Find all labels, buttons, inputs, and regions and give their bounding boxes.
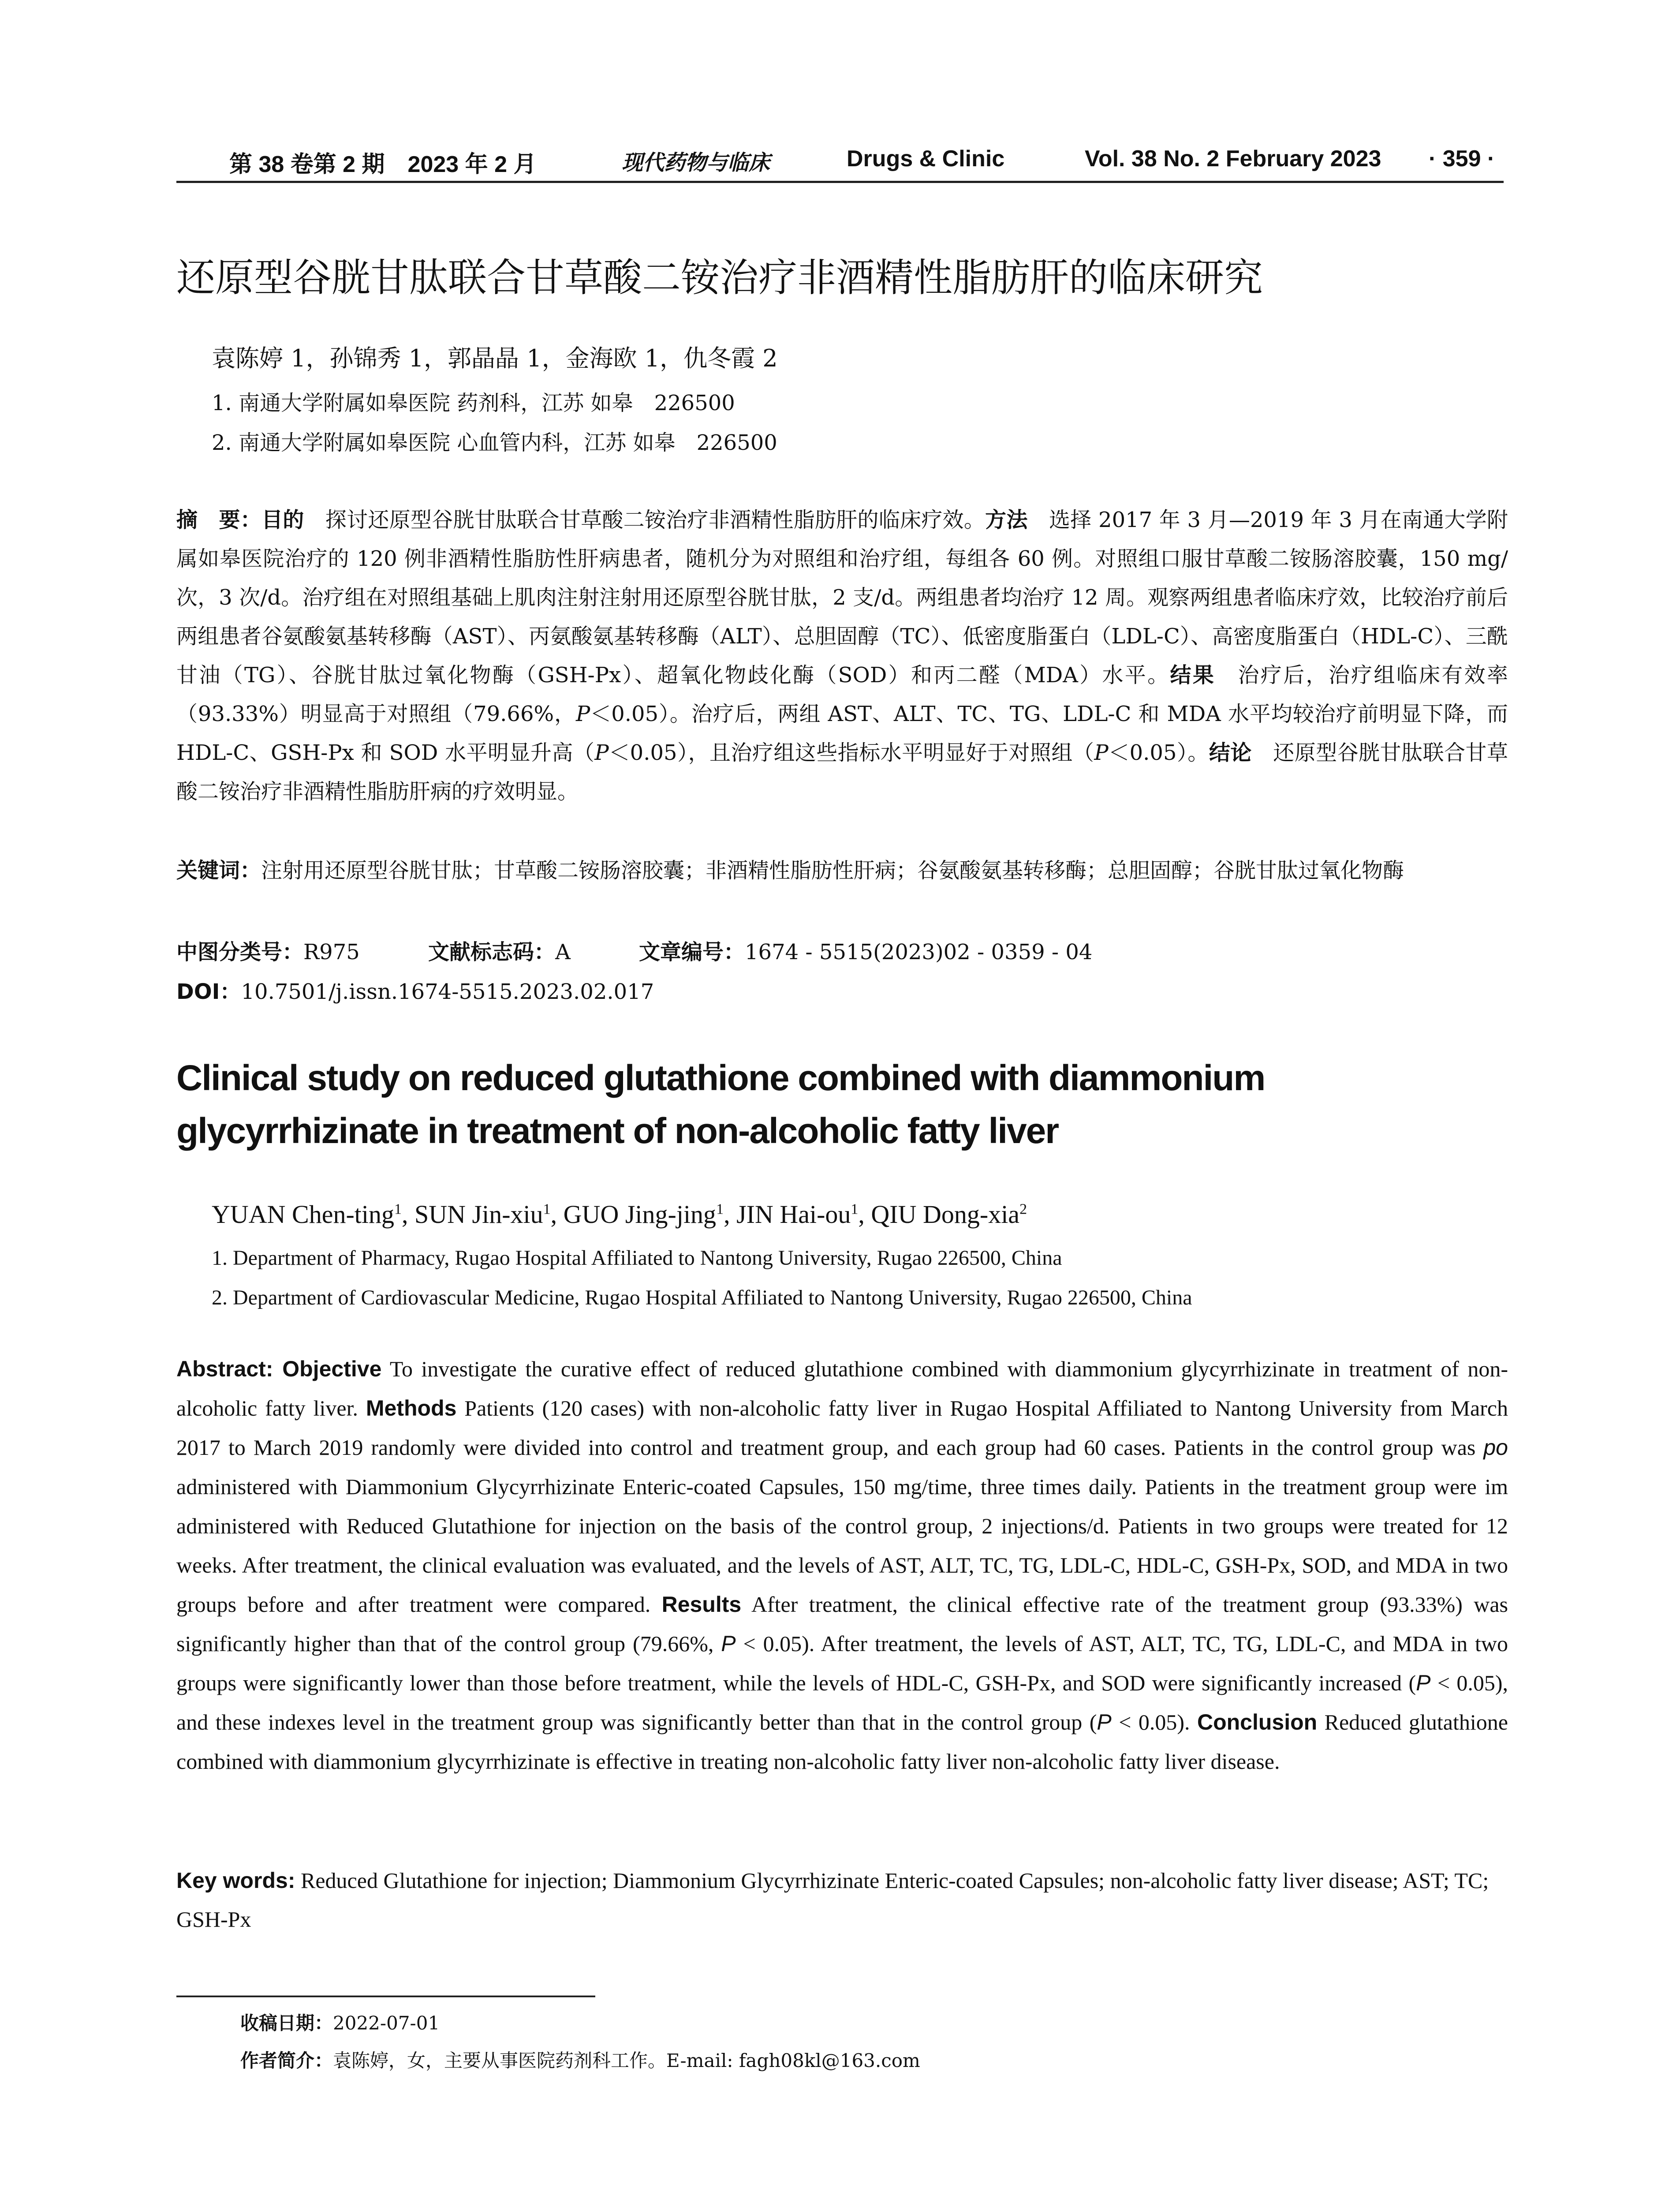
objective-text-en: To investigate the curative effect of reduced glutathione combined with diammonium glycyrrhizinate in treatment of non-alcoholic fatty liver. bbox=[176, 1357, 1508, 1420]
conclusion-text-en: Reduced glutathione combined with diammonium glycyrrhizinate is effective in treating non-alcoholic fatty liver non-alcoholic fatty liver disease. bbox=[176, 1710, 1508, 1774]
methods-label-en: Methods bbox=[366, 1396, 457, 1420]
p-value-symbol: P bbox=[1097, 1710, 1112, 1734]
abstract-objective-label-en: Abstract: Objective bbox=[176, 1357, 382, 1381]
objective-label-cn: 目的 bbox=[261, 508, 304, 532]
keywords-en-text: Reduced Glutathione for injection; Diammonium Glycyrrhizinate Enteric-coated Capsules; non-alcoholic fatty liver disease; AST; TC; GSH-Px bbox=[176, 1868, 1489, 1932]
methods-text-en: administered with Diammonium Glycyrrhizinate Enteric-coated Capsules, 150 mg/time, three times daily. Patients in the treatment group were im administered with Reduced Glutathione for injection on the basis of the control group, 2 injections/d. Patients in two groups were treated for 12 weeks. After treatment, the clinical evaluation was evaluated, and the levels of AST, ALT, TC, TG, LDL-C, HDL-C, GSH-Px, SOD, and MDA in two groups before and after treatment were compared. bbox=[176, 1474, 1508, 1617]
doi-label: DOI： bbox=[176, 979, 241, 1004]
abstract-cn bbox=[176, 501, 1508, 811]
results-text-cn: 治疗后，治疗组临床有效率（93.33%）明显高于对照组（79.66%， bbox=[176, 663, 1508, 726]
article-title-cn: 还原型谷胱甘肽联合甘草酸二铵治疗非酒精性脂肪肝的临床研究 bbox=[176, 255, 1263, 300]
received-date bbox=[240, 2009, 440, 2035]
methods-text-en: Patients (120 cases) with non-alcoholic fatty liver in Rugao Hospital Affiliated to Nantong University from March 2017 to March 2019 randomly were divided into control and treatment group, and each group had 60 cases. Patients in the control group was bbox=[176, 1396, 1508, 1460]
author-affiliation-mark: 1 bbox=[543, 1201, 551, 1218]
affiliation-en-1: 1. Department of Pharmacy, Rugao Hospital Affiliated to Nantong University, Rugao 226500, China bbox=[212, 1246, 1062, 1270]
conclusion-label-en: Conclusion bbox=[1197, 1710, 1318, 1734]
abstract-cn-label: 摘 要： bbox=[176, 508, 262, 532]
article-number-label: 文章编号： bbox=[639, 940, 745, 964]
results-text-en: < 0.05), and these indexes level in the treatment group was significantly better than that in the control group ( bbox=[176, 1671, 1508, 1734]
results-text-cn: ＜0.05）。 bbox=[1108, 740, 1209, 765]
volume-info: Vol. 38 No. 2 February 2023 bbox=[1085, 146, 1381, 172]
objective-text-cn: 探讨还原型谷胱甘肽联合甘草酸二铵治疗非酒精性脂肪肝的临床疗效。 bbox=[304, 508, 986, 532]
authors-en: YUAN Chen-ting$^1$, SUN Jin-xiu$^1$, GUO Jing-jing$^1$, JIN Hai-$ou^1$, QIU Dong-xia$^2$ bbox=[212, 1200, 1027, 1229]
author-affiliation-mark: 1 bbox=[716, 1201, 724, 1218]
p-value-symbol: P bbox=[594, 740, 609, 765]
authors-cn: 袁陈婷 1，孙锦秀 1，郭晶晶 1，金海欧 1，仇冬霞 2 bbox=[212, 344, 778, 372]
author-bio bbox=[240, 2046, 920, 2073]
results-text-en: After treatment, the clinical effective rate of the treatment group (93.33%) was significantly higher than that of the control group (79.66%, bbox=[176, 1592, 1508, 1656]
classification-row bbox=[176, 935, 1154, 965]
keywords-en-label: Key words: bbox=[176, 1868, 295, 1893]
conclusion-text-cn: 还原型谷胱甘肽联合甘草酸二铵治疗非酒精性脂肪肝病的疗效明显。 bbox=[176, 740, 1508, 804]
keywords-en bbox=[176, 1861, 1508, 1939]
author-affiliation-mark: 2 bbox=[1019, 1201, 1027, 1218]
keywords-cn-text: 注射用还原型谷胱甘肽；甘草酸二铵肠溶胶囊；非酒精性脂肪性肝病；谷氨酸氨基转移酶；总胆固醇；谷胱甘肽过氧化物酶 bbox=[261, 858, 1404, 883]
received-date-value: 2022-07-01 bbox=[333, 2012, 440, 2034]
p-value-symbol: P bbox=[1416, 1671, 1431, 1695]
author-name: YUAN Chen-ting bbox=[212, 1200, 395, 1229]
clc-label: 中图分类号： bbox=[176, 940, 304, 964]
article-number-value: 1674 - 5515(2023)02 - 0359 - 04 bbox=[745, 940, 1093, 964]
author-affiliation-mark: 1 bbox=[851, 1201, 859, 1218]
journal-name-en: Drugs & Clinic bbox=[847, 146, 1005, 172]
journal-name-cn: 现代药物与临床 bbox=[622, 150, 770, 175]
author-bio-label: 作者简介： bbox=[240, 2050, 333, 2071]
results-label-cn: 结果 bbox=[1170, 663, 1216, 688]
doc-code-label: 文献标志码： bbox=[428, 940, 556, 964]
methods-text-cn: 选择 2017 年 3 月—2019 年 3 月在南通大学附属如皋医院治疗的 120 例非酒精性脂肪性肝病患者，随机分为对照组和治疗组，每组各 60 例。对照组口服甘草酸二铵肠溶胶囊，150 mg/次，3 次/d。治疗组在对照组基础上肌肉注射注射用还原型谷胱甘肽，2 支/d。两组患者均治疗 12 周。观察两组患者临床疗效，比较治疗前后两组患者谷氨酸氨基转移酶（AST）、丙氨酸氨基转移酶（ALT）、总胆固醇（TC）、低密度脂蛋白（LDL-C）、高密度脂蛋白（HDL-C）、三酰甘油（TG）、谷胱甘肽过氧化物酶（GSH-Px）、超氧化物歧化酶（SOD）和丙二醛（MDA）水平。 bbox=[176, 508, 1508, 688]
results-label-en: Results bbox=[661, 1592, 742, 1617]
doi-row bbox=[176, 975, 654, 1005]
received-date-label: 收稿日期： bbox=[240, 2012, 333, 2034]
p-value-symbol: P bbox=[1094, 740, 1109, 765]
doi-value: 10.7501/j.issn.1674-5515.2023.02.017 bbox=[241, 979, 654, 1004]
p-value-symbol: P bbox=[575, 702, 590, 726]
issue-info: 第 38 卷第 2 期 2023 年 2 月 bbox=[229, 152, 537, 177]
affiliation-cn-2: 2. 南通大学附属如皋医院 心血管内科，江苏 如皋 226500 bbox=[212, 430, 777, 455]
author-name: SUN Jin-xiu bbox=[414, 1200, 543, 1229]
po-abbreviation: po bbox=[1483, 1435, 1508, 1460]
methods-label-cn: 方法 bbox=[985, 508, 1028, 532]
author-name: GUO Jing-jing bbox=[563, 1200, 717, 1229]
results-text-en: < 0.05). After treatment, the levels of AST, ALT, TC, TG, LDL-C, and MDA in two groups were significantly lower than those before treatment, while the levels of HDL-C, GSH-Px, and SOD were significantly increased ( bbox=[176, 1631, 1508, 1695]
author-name: QIU Dong-xia bbox=[871, 1200, 1020, 1229]
author-affiliation-mark: 1 bbox=[394, 1201, 402, 1218]
doc-code-value: A bbox=[555, 940, 571, 964]
affiliation-cn-1: 1. 南通大学附属如皋医院 药剂科，江苏 如皋 226500 bbox=[212, 391, 735, 415]
results-text-cn: ＜0.05），且治疗组这些指标水平明显好于对照组（ bbox=[609, 740, 1094, 765]
footnote-divider bbox=[176, 1996, 595, 1997]
affiliation-en-2: 2. Department of Cardiovascular Medicine, Rugao Hospital Affiliated to Nantong University, Rugao 226500, China bbox=[212, 1286, 1192, 1309]
article-title-en: Clinical study on reduced glutathione combined with diammonium glycyrrhizinate in treatment of non-alcoholic fatty liver bbox=[176, 1058, 1265, 1151]
running-header bbox=[176, 132, 1504, 183]
author-bio-text: 袁陈婷，女，主要从事医院药剂科工作。E-mail: fagh08kl@163.com bbox=[333, 2050, 920, 2071]
author-name: JIN Hai-ou bbox=[736, 1200, 851, 1229]
clc-value: R975 bbox=[303, 940, 360, 964]
keywords-cn bbox=[176, 851, 1508, 890]
p-value-symbol: P bbox=[721, 1631, 736, 1656]
results-text-cn: ＜0.05）。治疗后，两组 AST、ALT、TC、TG、LDL-C 和 MDA 水平均较治疗前明显下降，而 HDL-C、GSH-Px 和 SOD 水平明显升高（ bbox=[176, 702, 1508, 765]
conclusion-label-cn: 结论 bbox=[1209, 740, 1252, 765]
abstract-en bbox=[176, 1349, 1508, 1781]
results-text-en: < 0.05). bbox=[1111, 1710, 1197, 1734]
page-number: · 359 · bbox=[1429, 146, 1495, 172]
keywords-cn-label: 关键词： bbox=[176, 858, 261, 883]
